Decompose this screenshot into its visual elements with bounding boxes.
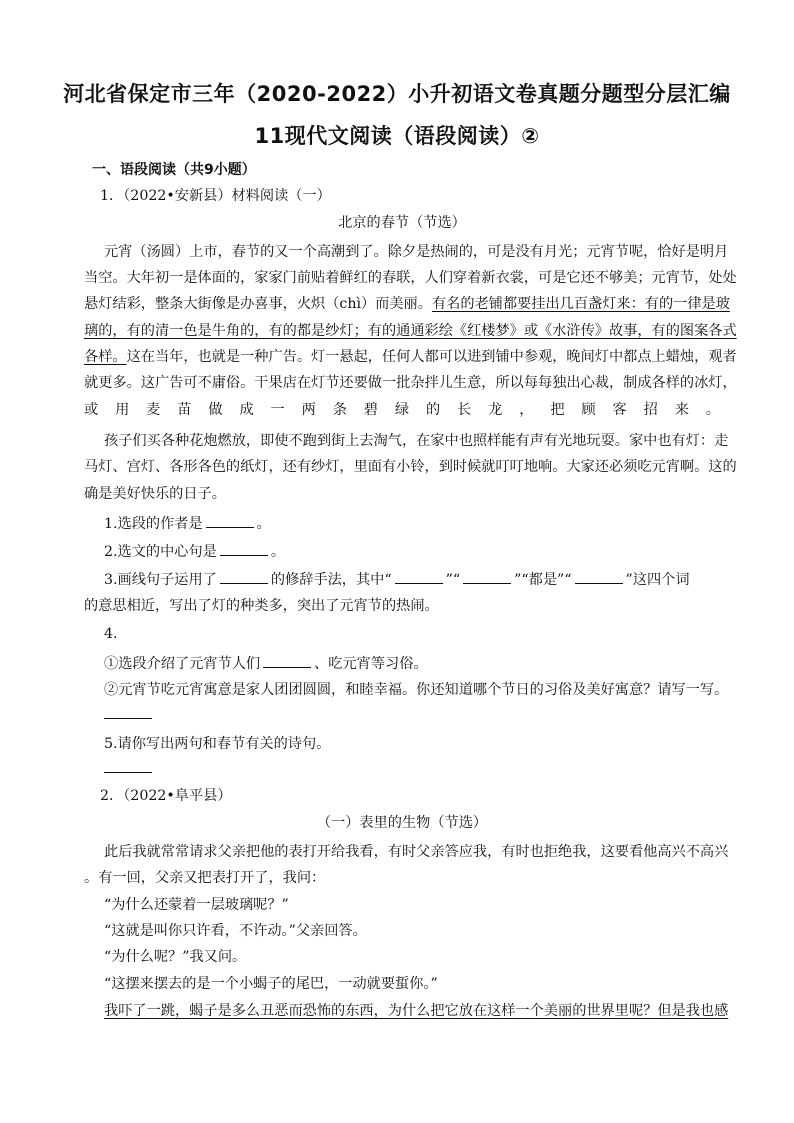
question-text: 1.选段的作者是: [104, 516, 203, 532]
passage-1-line: [84, 294, 730, 314]
dialogue-line: “为什么呢？”我又问。: [104, 949, 247, 965]
question-text: ”“都是”“: [514, 572, 572, 588]
question-text: ”“: [445, 572, 461, 588]
dialogue-line: “为什么还蒙着一层玻璃呢？”: [104, 897, 289, 913]
question-text: 、吃元宵等习俗。: [314, 656, 428, 672]
answer-blank[interactable]: [575, 568, 623, 584]
question-text: 2.选文的中心句是: [104, 544, 217, 560]
answer-blank[interactable]: [395, 568, 443, 584]
passage-1-line: 元宵（汤圆）上市，春节的又一个高潮到了。除夕是热闹的，可是没有月光；元宵节呢，恰好是明月: [104, 244, 729, 260]
dialogue-line: “这摆来摆去的是一个小蝎子的尾巴，一动就要蜇你。”: [104, 976, 438, 992]
answer-blank[interactable]: [206, 512, 254, 528]
question-2-header: 2．（2022•阜平县）: [100, 788, 232, 804]
passage-1-line: 或用麦苗做成一两条碧绿的长龙，把顾客招来。: [84, 402, 720, 418]
sub-question-4: 4.: [104, 626, 118, 642]
section-heading: 一、语段阅读（共9小题）: [92, 162, 256, 178]
sub-question-4-1: [104, 652, 740, 674]
underlined-sentence: 有名的老铺都要挂出几百盏灯来：有的一律是玻: [431, 296, 730, 312]
dialogue-line: “这就是叫你只许看，不许动。”父亲回答。: [104, 923, 367, 939]
passage-1-line: 马灯、宫灯、各形各色的纸灯，还有纱灯，里面有小铃，到时候就叮叮地响。大家还必须吃元宵啊。这的: [84, 459, 737, 475]
answer-blank[interactable]: [220, 568, 268, 584]
answer-blank[interactable]: [104, 772, 152, 773]
question-text: ”这四个词: [625, 572, 690, 588]
document-title-line-1: 河北省保定市三年（2020-2022）小升初语文卷真题分题型分层汇编: [63, 82, 731, 106]
question-text: 的修辞手法，其中“: [270, 572, 392, 588]
underlined-sentence: 各样。: [84, 349, 127, 365]
passage-2-line: 此后我就常常请求父亲把他的表打开给我看，有时父亲答应我，有时也拒绝我，这要看他高兴不高兴: [104, 844, 729, 860]
question-1-header: 1．（2022•安新县）材料阅读（一）: [100, 188, 331, 204]
passage-1-title: 北京的春节（节选）: [338, 215, 466, 231]
sub-question-1: [104, 512, 740, 534]
question-text: 3.画线句子运用了: [104, 572, 217, 588]
underlined-sentence: 璃的，有的清一色是牛角的，有的都是纱灯；有的通通彩绘《红楼梦》或《水浒传》故事，有的图案各式: [84, 323, 737, 339]
sub-question-3: [104, 568, 740, 590]
plain-text: 悬灯结彩，整条大街像是办喜事，火炽（chì）而美丽。: [84, 296, 432, 312]
document-title-line-2: 11现代文阅读（语段阅读）②: [254, 124, 540, 148]
sub-question-3-continued: 的意思相近，写出了灯的种类多，突出了元宵节的热闹。: [84, 598, 439, 614]
question-text: 。: [270, 544, 286, 560]
sub-question-5: 5.请你写出两句和春节有关的诗句。: [104, 736, 331, 752]
sub-question-4-2: ②元宵节吃元宵寓意是家人团团圆圆，和睦幸福。你还知道哪个节日的习俗及美好寓意？请写一写。: [104, 682, 729, 698]
passage-2-title: （一）表里的生物（节选）: [316, 815, 488, 831]
answer-blank[interactable]: [104, 718, 152, 719]
plain-text: 这在当年，也就是一种广告。灯一悬起，任何人都可以进到铺中参观，晚间灯中都点上蜡烛，观者: [126, 349, 737, 365]
passage-1-line: 孩子们买各种花炮燃放，即使不跑到街上去淘气，在家中也照样能有声有光地玩耍。家中也有灯：走: [104, 433, 729, 449]
passage-2-line: 。有一回，父亲又把表打开了，我问：: [84, 870, 326, 886]
question-text: 。: [256, 516, 271, 532]
passage-1-line: [84, 347, 737, 367]
underlined-sentence: 我吓了一跳，蝎子是多么丑恶而恐怖的东西，为什么把它放在这样一个美丽的世界里呢？但是我也感: [104, 1003, 729, 1019]
passage-1-line: 就更多。这广告可不庸俗。干果店在灯节还要做一批杂拌儿生意，所以每每独出心裁，制成各样的冰灯，: [84, 375, 737, 391]
answer-blank[interactable]: [463, 568, 511, 584]
answer-blank[interactable]: [263, 652, 311, 668]
answer-blank[interactable]: [220, 540, 268, 556]
sub-question-2: [104, 540, 740, 562]
passage-1-line: 确是美好快乐的日子。: [84, 486, 226, 502]
question-text: ①选段介绍了元宵节人们: [104, 656, 261, 672]
passage-1-line: 当空。大年初一是体面的，家家门前贴着鲜红的春联，人们穿着新衣裳，可是它还不够美；元宵节，处处: [84, 270, 737, 286]
